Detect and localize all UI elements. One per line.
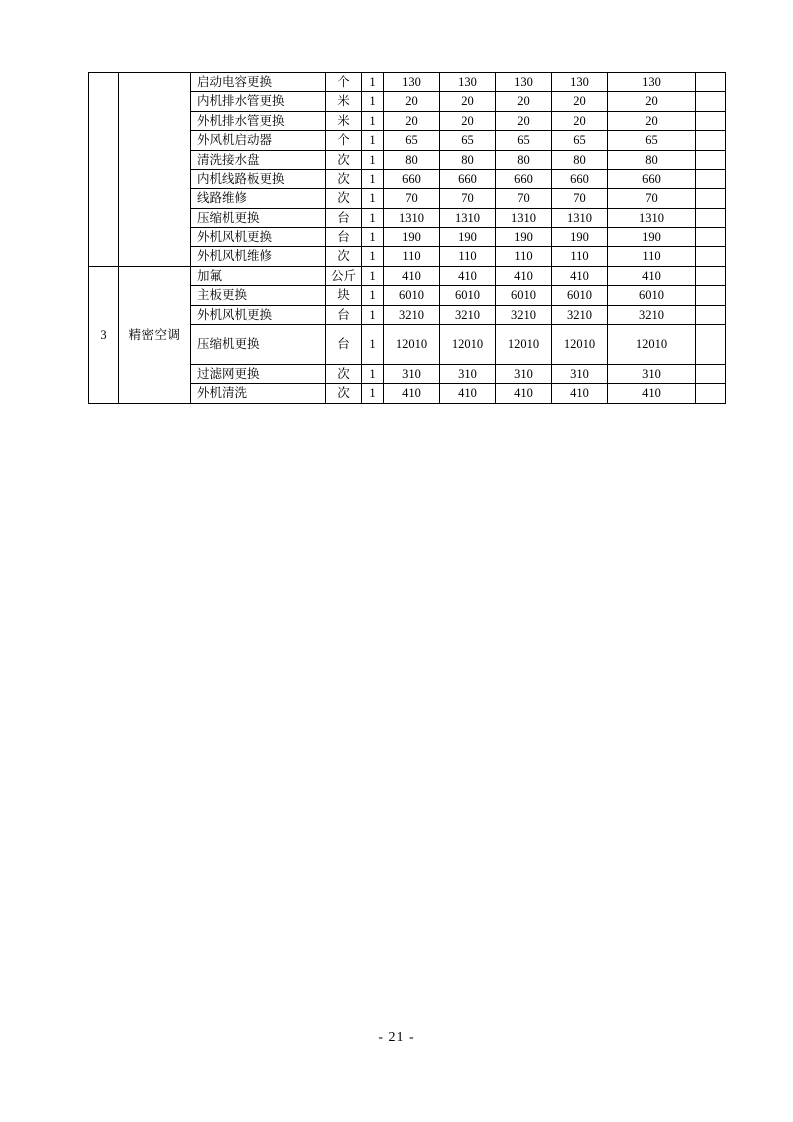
item-remark [696,169,726,188]
item-name: 外风机启动器 [191,131,326,150]
group-index-cell [89,73,119,267]
item-price-1: 80 [384,150,440,169]
item-unit: 次 [326,384,362,403]
item-price-4: 6010 [552,286,608,305]
item-qty: 1 [362,324,384,364]
item-remark [696,305,726,324]
item-name: 内机线路板更换 [191,169,326,188]
item-price-2: 190 [440,228,496,247]
item-unit: 块 [326,286,362,305]
item-price-4: 130 [552,73,608,92]
item-total: 410 [608,266,696,285]
item-name: 内机排水管更换 [191,92,326,111]
item-price-4: 410 [552,384,608,403]
item-price-4: 310 [552,364,608,383]
item-remark [696,324,726,364]
item-name: 过滤网更换 [191,364,326,383]
item-price-1: 130 [384,73,440,92]
item-price-1: 110 [384,247,440,266]
item-total: 1310 [608,208,696,227]
item-price-2: 3210 [440,305,496,324]
item-name: 外机排水管更换 [191,111,326,130]
item-total: 65 [608,131,696,150]
item-total: 20 [608,92,696,111]
item-remark [696,266,726,285]
item-price-2: 660 [440,169,496,188]
item-price-1: 660 [384,169,440,188]
item-unit: 台 [326,208,362,227]
item-price-2: 130 [440,73,496,92]
item-unit: 米 [326,92,362,111]
item-price-1: 6010 [384,286,440,305]
item-qty: 1 [362,111,384,130]
item-price-1: 410 [384,384,440,403]
item-price-3: 70 [496,189,552,208]
item-price-4: 20 [552,111,608,130]
item-price-4: 190 [552,228,608,247]
table-body [89,73,726,404]
item-name: 外机清洗 [191,384,326,403]
item-remark [696,189,726,208]
item-remark [696,384,726,403]
item-total: 12010 [608,324,696,364]
item-name: 启动电容更换 [191,73,326,92]
item-price-2: 70 [440,189,496,208]
item-unit: 次 [326,150,362,169]
item-qty: 1 [362,189,384,208]
item-name: 压缩机更换 [191,208,326,227]
item-unit: 台 [326,305,362,324]
item-price-3: 80 [496,150,552,169]
item-price-1: 310 [384,364,440,383]
item-unit: 台 [326,228,362,247]
item-total: 20 [608,111,696,130]
item-price-4: 110 [552,247,608,266]
item-qty: 1 [362,305,384,324]
item-name: 压缩机更换 [191,324,326,364]
item-price-1: 3210 [384,305,440,324]
item-unit: 次 [326,189,362,208]
item-price-2: 20 [440,92,496,111]
item-price-3: 20 [496,92,552,111]
item-price-1: 20 [384,111,440,130]
item-remark [696,111,726,130]
item-price-1: 20 [384,92,440,111]
item-price-1: 1310 [384,208,440,227]
item-price-3: 410 [496,384,552,403]
item-price-2: 6010 [440,286,496,305]
item-price-1: 65 [384,131,440,150]
item-price-2: 110 [440,247,496,266]
item-name: 清洗接水盘 [191,150,326,169]
item-price-4: 12010 [552,324,608,364]
item-price-2: 310 [440,364,496,383]
item-unit: 米 [326,111,362,130]
item-qty: 1 [362,73,384,92]
item-price-3: 12010 [496,324,552,364]
item-total: 410 [608,384,696,403]
item-name: 加氟 [191,266,326,285]
item-price-2: 20 [440,111,496,130]
item-qty: 1 [362,286,384,305]
item-qty: 1 [362,364,384,383]
item-qty: 1 [362,208,384,227]
item-unit: 次 [326,169,362,188]
item-unit: 公斤 [326,266,362,285]
item-qty: 1 [362,92,384,111]
group-category-cell [119,73,191,267]
item-total: 3210 [608,305,696,324]
item-price-2: 80 [440,150,496,169]
item-price-4: 410 [552,266,608,285]
item-total: 660 [608,169,696,188]
item-qty: 1 [362,266,384,285]
item-price-4: 1310 [552,208,608,227]
item-price-3: 20 [496,111,552,130]
item-price-1: 190 [384,228,440,247]
item-total: 6010 [608,286,696,305]
item-name: 外机风机更换 [191,228,326,247]
item-name: 主板更换 [191,286,326,305]
item-remark [696,208,726,227]
item-name: 外机风机维修 [191,247,326,266]
item-total: 130 [608,73,696,92]
item-price-3: 1310 [496,208,552,227]
item-unit: 次 [326,247,362,266]
item-qty: 1 [362,131,384,150]
page-number: - 21 - [378,1030,415,1045]
item-total: 70 [608,189,696,208]
item-qty: 1 [362,228,384,247]
item-remark [696,150,726,169]
item-total: 310 [608,364,696,383]
item-remark [696,364,726,383]
table-row [89,73,726,92]
item-price-3: 310 [496,364,552,383]
item-remark [696,73,726,92]
item-price-2: 410 [440,384,496,403]
item-remark [696,247,726,266]
item-qty: 1 [362,247,384,266]
item-price-4: 20 [552,92,608,111]
item-price-3: 190 [496,228,552,247]
table-row [89,266,726,285]
item-price-4: 70 [552,189,608,208]
group-category-cell: 精密空调 [119,266,191,403]
item-price-4: 80 [552,150,608,169]
item-price-2: 410 [440,266,496,285]
item-price-4: 660 [552,169,608,188]
item-price-2: 1310 [440,208,496,227]
item-qty: 1 [362,150,384,169]
item-name: 外机风机更换 [191,305,326,324]
item-price-3: 3210 [496,305,552,324]
group-index-cell: 3 [89,266,119,403]
item-price-3: 110 [496,247,552,266]
item-qty: 1 [362,169,384,188]
item-price-3: 130 [496,73,552,92]
item-unit: 台 [326,324,362,364]
item-total: 190 [608,228,696,247]
item-price-4: 3210 [552,305,608,324]
item-price-2: 65 [440,131,496,150]
item-qty: 1 [362,384,384,403]
item-price-1: 70 [384,189,440,208]
item-total: 110 [608,247,696,266]
item-remark [696,286,726,305]
item-price-4: 65 [552,131,608,150]
item-price-3: 6010 [496,286,552,305]
item-remark [696,131,726,150]
item-unit: 个 [326,73,362,92]
item-unit: 个 [326,131,362,150]
item-price-3: 65 [496,131,552,150]
item-name: 线路维修 [191,189,326,208]
item-remark [696,228,726,247]
item-remark [696,92,726,111]
item-price-1: 12010 [384,324,440,364]
item-price-1: 410 [384,266,440,285]
item-total: 80 [608,150,696,169]
item-price-3: 660 [496,169,552,188]
price-table [88,72,726,404]
item-unit: 次 [326,364,362,383]
item-price-3: 410 [496,266,552,285]
item-price-2: 12010 [440,324,496,364]
